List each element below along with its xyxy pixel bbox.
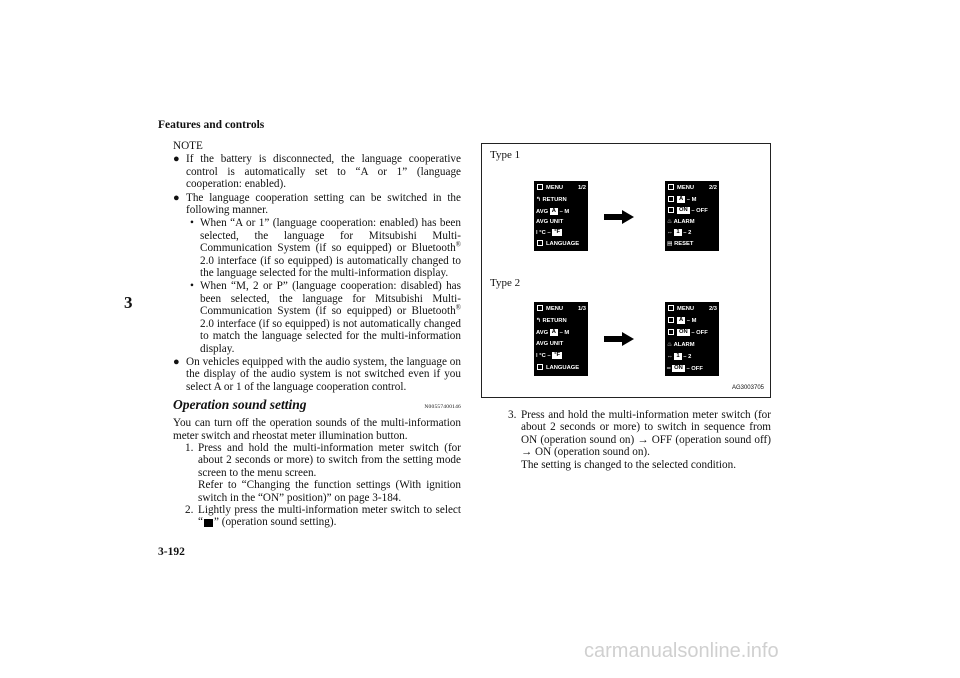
menu-icon [668, 305, 674, 311]
return-arrow-icon: ↰ [536, 318, 541, 324]
left-column [173, 140, 461, 529]
chapter-tab: 3 [124, 293, 133, 312]
figure-code: AG3003705 [731, 385, 764, 391]
section-heading-row [173, 399, 461, 415]
cup-icon: ♨ [667, 342, 673, 348]
type1-menu-1of2: MENU 1/2 ↰ RETURN AVG A – M AVG UNIT ǀ °C – °F LANGUAGE [534, 181, 588, 251]
thermometer-icon: ǀ [536, 353, 538, 359]
speaker-icon [668, 207, 674, 213]
double-arrow-icon: ⇔ [667, 230, 673, 236]
type2-label: Type 2 [490, 277, 521, 289]
speaker-icon [204, 519, 213, 527]
note-sub-item: • When “M, 2 or P” (language cooperation: disabled) has been selected, the language for Mitsubishi Multi-Communication System (if so equipped) or Bluetooth® 2.0 interface (if so equipped) is not automatically changed to match the language selected for the multi-information display. [190, 280, 461, 355]
type1-menu-2of2: MENU 2/2 A – M ON – OFF ♨ ALARM ⇔ 1 – 2 ▤ RESET [665, 181, 719, 251]
key-icon: ━ [667, 366, 671, 372]
right-column [496, 409, 771, 471]
type2-menu-2of3: MENU 2/3 A – M ON – OFF ♨ ALARM ⇔ 1 – 2 ━ ON – OFF [665, 302, 719, 376]
step-2: 2. Lightly press the multi-information meter switch to select “ ” (operation sound setting). [185, 503, 461, 529]
watermark: carmanualsonline.info [584, 640, 779, 662]
return-arrow-icon: ↰ [536, 197, 541, 203]
bullet-icon: ● [173, 191, 180, 204]
reset-icon: ▤ [667, 241, 673, 247]
note-bullet: ● If the battery is disconnected, the language cooperative control is automatically set to “A or 1” (language cooperation: enabled). [173, 153, 461, 191]
bullet-icon: ● [173, 355, 180, 368]
language-icon [537, 240, 543, 246]
page-number: 3-192 [158, 546, 185, 558]
menu-icon [537, 305, 543, 311]
menu-icon [668, 184, 674, 190]
language-icon [537, 364, 543, 370]
language-icon [668, 317, 674, 323]
thermometer-icon: ǀ [536, 230, 538, 236]
right-arrow-icon [604, 332, 634, 346]
right-arrow-icon [604, 210, 634, 224]
type1-label: Type 1 [490, 149, 521, 161]
double-arrow-icon: ⇔ [667, 354, 673, 360]
section-intro: You can turn off the operation sounds of the multi-information meter switch and rheostat meter illumination button. [173, 417, 461, 442]
type2-menu-1of3: MENU 1/3 ↰ RETURN AVG A – M AVG UNIT ǀ °C – °F LANGUAGE [534, 302, 588, 376]
step-3: 3. Press and hold the multi-information meter switch (for about 2 seconds or more) to switch in sequence from ON (operation sound on) → OFF (operation sound off) → ON (operation sound on). The setting is changed to the selected condition. [508, 409, 771, 471]
menu-icon [537, 184, 543, 190]
speaker-icon [668, 329, 674, 335]
note-bullet: ● On vehicles equipped with the audio system, the language on the display of the audio system is not switched even if you select A or 1 of the language cooperation control. [173, 355, 461, 393]
note-heading: NOTE [173, 140, 203, 152]
cup-icon: ♨ [667, 219, 673, 225]
step-1: 1. Press and hold the multi-information meter switch (for about 2 seconds or more) to switch from the setting mode screen to the menu screen. Refer to “Changing the function settings (With ignition switch in the “ON” position)” on page 3-184. [185, 441, 461, 504]
note-sub-item: • When “A or 1” (language cooperation: enabled) has been selected, the language for Mitsubishi Multi-Communication System (if so equipped) or Bluetooth® 2.0 interface (if so equipped) is automatically changed to the language selected for the multi-information display. [190, 217, 461, 280]
section-title: Operation sound setting [173, 397, 307, 413]
figure [481, 143, 771, 398]
bullet-icon: ● [173, 153, 180, 166]
running-header: Features and controls [158, 119, 265, 131]
section-code: N00557400146 [424, 403, 461, 410]
language-icon [668, 196, 674, 202]
note-bullet: ● The language cooperation setting can be switched in the following manner. [173, 191, 461, 217]
